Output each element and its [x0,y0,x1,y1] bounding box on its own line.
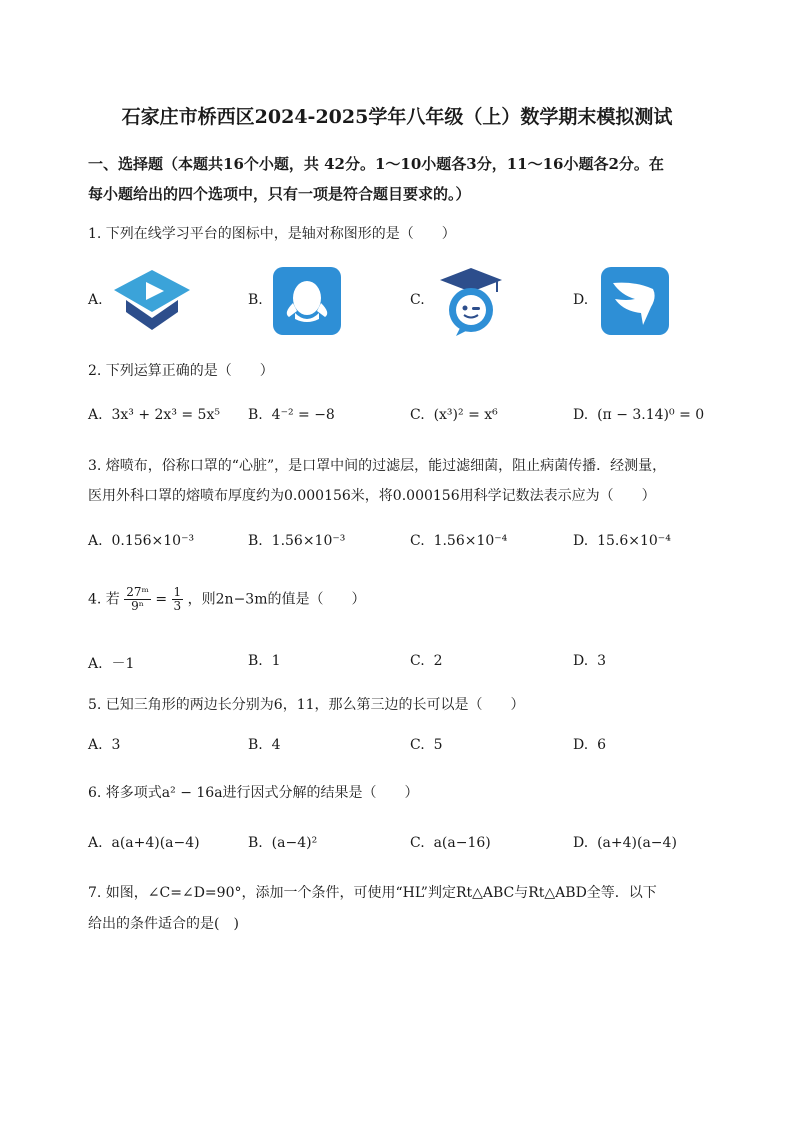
q2-option-a: A. 3x³ + 2x³ = 5x⁵ [88,407,220,423]
play-book-icon [112,266,192,334]
q5-option-d: D. 6 [573,737,607,753]
q1-option-c-label: C. [410,292,425,308]
question-7-line1: 7. 如图，∠C=∠D=90°，添加一个条件，可使用“HL”判定Rt△ABC与Rt△ABD全等．以下 [88,885,657,901]
fraction-1-over-3: $\frac{1}{3}$ [173,585,182,613]
q3-option-a: A. 0.156×10⁻³ [88,533,195,549]
q6-option-c: C. a(a−16) [410,835,491,851]
question-2-stem: 2. 下列运算正确的是（ ） [88,363,274,379]
q3-option-d: D. 15.6×10⁻⁴ [573,533,671,549]
q2-option-d: D. (π − 3.14)⁰ = 0 [573,407,705,423]
question-5-stem: 5. 已知三角形的两边长分别为6，11，那么第三边的长可以是（ ） [88,697,525,713]
question-3-line2: 医用外科口罩的熔喷布厚度约为0.000156米，将0.000156用科学记数法表示应为（ ） [88,488,656,504]
q4-option-d: D. 3 [573,653,607,669]
q5-option-b: B. 4 [248,737,281,753]
question-6-stem: 6. 将多项式a² − 16a进行因式分解的结果是（ ） [88,785,419,801]
q2-option-c: C. (x³)² = x⁶ [410,407,498,423]
question-3-line1: 3. 熔喷布，俗称口罩的“心脏”，是口罩中间的过滤层，能过滤细菌，阻止病菌传播．经测量， [88,458,667,474]
q5-option-c: C. 5 [410,737,443,753]
question-4-stem: 4. 若 $\frac{\text{27ᵐ}}{\text{9ⁿ}}$ = $\frac{1}{3}$ ，则2n−3m的值是（ ） [88,585,366,613]
q1-option-b-label: B. [248,292,263,308]
graduation-cap-chat-icon [438,264,504,338]
page-title: 石家庄市桥西区2024-2025学年八年级（上）数学期末模拟测试 [121,106,673,128]
q6-option-a: A. a(a+4)(a−4) [88,835,200,851]
q4-option-a: A. －1 [88,656,135,672]
q3-option-b: B. 1.56×10⁻³ [248,533,346,549]
q6-option-b: B. (a−4)² [248,835,318,851]
q4-option-c: C. 2 [410,653,443,669]
penguin-icon [273,267,341,335]
section-heading-line2: 每小题给出的四个选项中，只有一项是符合题目要求的。） [88,185,471,203]
q3-option-c: C. 1.56×10⁻⁴ [410,533,508,549]
q5-option-a: A. 3 [88,737,121,753]
q4-option-b: B. 1 [248,653,281,669]
q2-option-b: B. 4⁻² = −8 [248,407,335,423]
section-heading-line1: 一、选择题（本题共16个小题，共 42分。1～10小题各3分，11～16小题各2分。在 [88,155,664,173]
q6-option-d: D. (a+4)(a−4) [573,835,677,851]
fraction-27m-over-9n: $\frac{\text{27ᵐ}}{\text{9ⁿ}}$ [126,585,149,613]
question-1-stem: 1. 下列在线学习平台的图标中，是轴对称图形的是（ ） [88,226,456,242]
q1-option-d-label: D. [573,292,589,308]
q1-option-a-label: A. [88,292,103,308]
question-7-line2: 给出的条件适合的是( ) [88,916,239,932]
wing-icon [601,267,669,335]
